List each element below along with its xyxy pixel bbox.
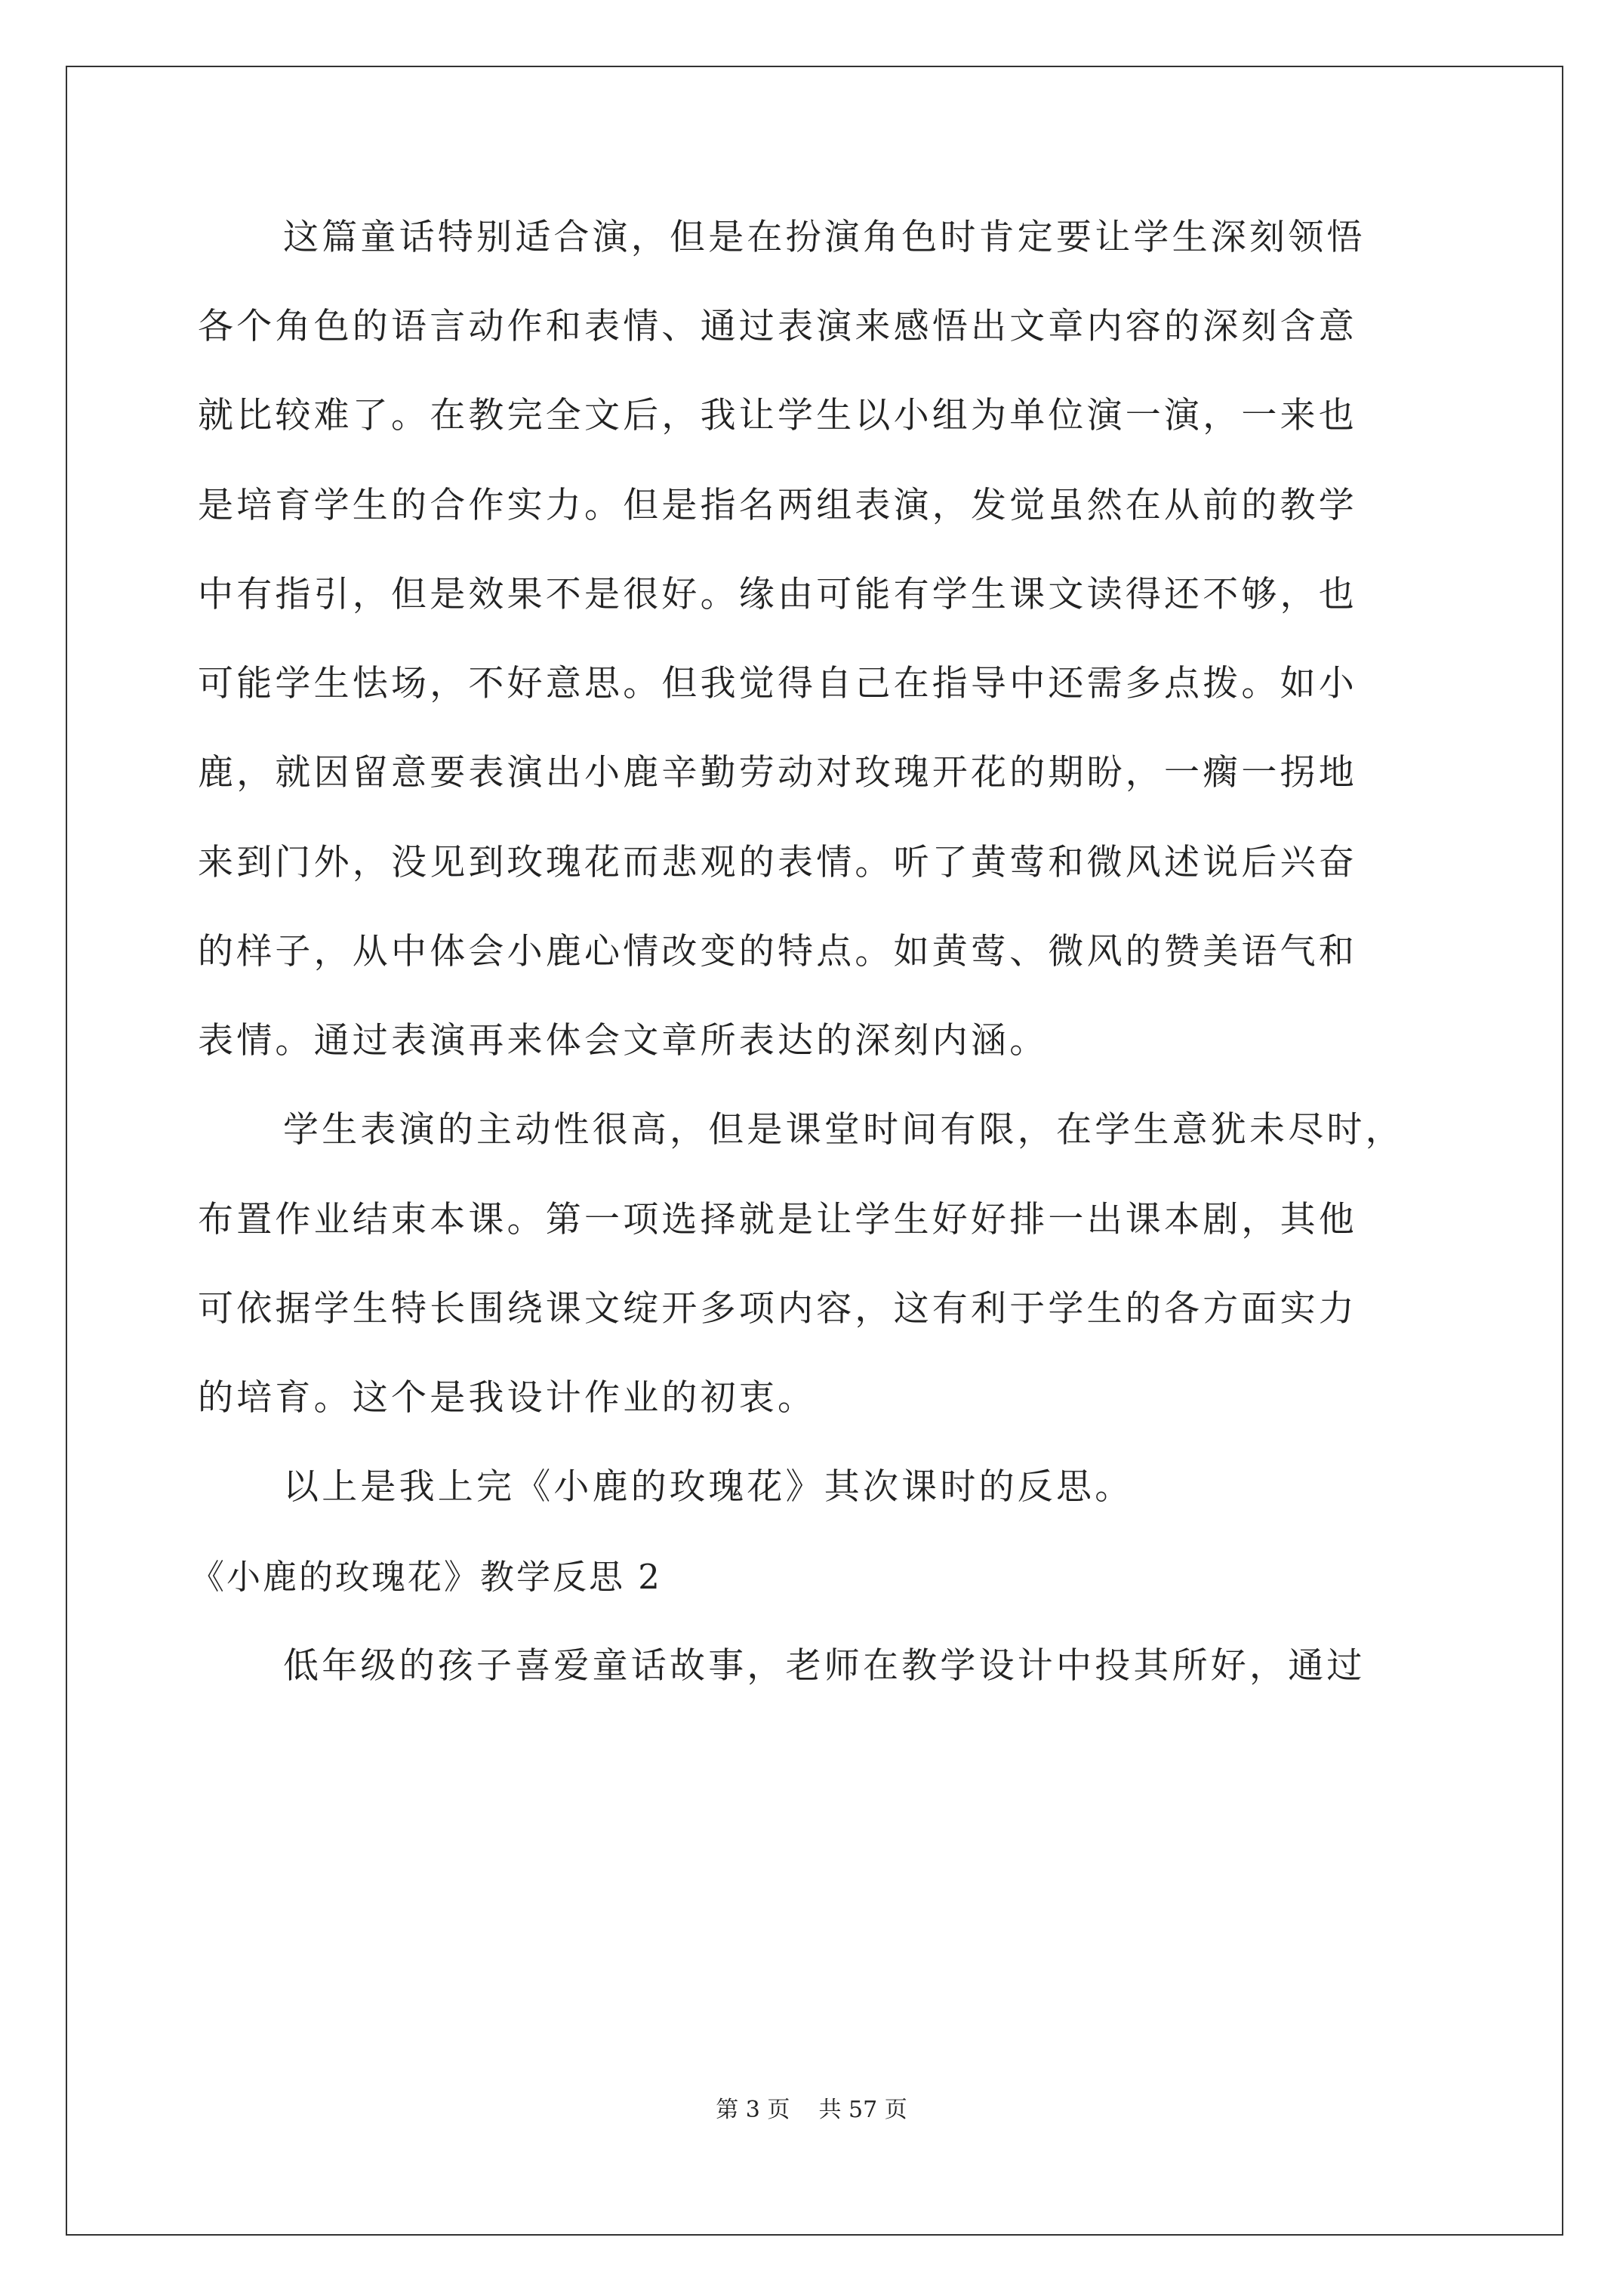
paragraph-line: 布置作业结束本课。第一项选择就是让学生好好排一出课本剧，其他 (198, 1199, 1357, 1240)
paragraph-line: 表情。通过表演再来体会文章所表达的深刻内涵。 (198, 1020, 1049, 1062)
paragraph-line: 可能学生怯场，不好意思。但我觉得自己在指导中还需多点拨。如小 (198, 663, 1357, 704)
paragraph-line: 学生表演的主动性很高，但是课堂时间有限，在学生意犹未尽时， (283, 1109, 1404, 1151)
paragraph-line: 的样子，从中体会小鹿心情改变的特点。如黄莺、微风的赞美语气和 (198, 931, 1357, 972)
paragraph-line: 的培育。这个是我设计作业的初衷。 (198, 1377, 817, 1419)
paragraph-line: 这篇童话特别适合演，但是在扮演角色时肯定要让学生深刻领悟 (283, 217, 1366, 258)
paragraph-line: 以上是我上完《小鹿的玫瑰花》其次课时的反思。 (283, 1466, 1134, 1508)
paragraph-line: 来到门外，没见到玫瑰花而悲观的表情。听了黄莺和微风述说后兴奋 (198, 842, 1357, 883)
paragraph-line: 就比较难了。在教完全文后，我让学生以小组为单位演一演，一来也 (198, 395, 1357, 436)
paragraph-line: 鹿，就因留意要表演出小鹿辛勤劳动对玫瑰开花的期盼，一瘸一拐地 (198, 752, 1357, 794)
section-heading: 《小鹿的玫瑰花》教学反思 2 (190, 1557, 662, 1597)
paragraph-line: 低年级的孩子喜爱童话故事，老师在教学设计中投其所好，通过 (283, 1645, 1366, 1687)
paragraph-line: 中有指引，但是效果不是很好。缘由可能有学生课文读得还不够，也 (198, 574, 1357, 615)
paragraph-line: 各个角色的语言动作和表情、通过表演来感悟出文章内容的深刻含意 (198, 306, 1357, 347)
paragraph-line: 可依据学生特长围绕课文绽开多项内容，这有利于学生的各方面实力 (198, 1288, 1357, 1330)
paragraph-line: 是培育学生的合作实力。但是指名两组表演，发觉虽然在从前的教学 (198, 485, 1357, 526)
page-footer: 第 3 页 共 57 页 (716, 2097, 907, 2123)
